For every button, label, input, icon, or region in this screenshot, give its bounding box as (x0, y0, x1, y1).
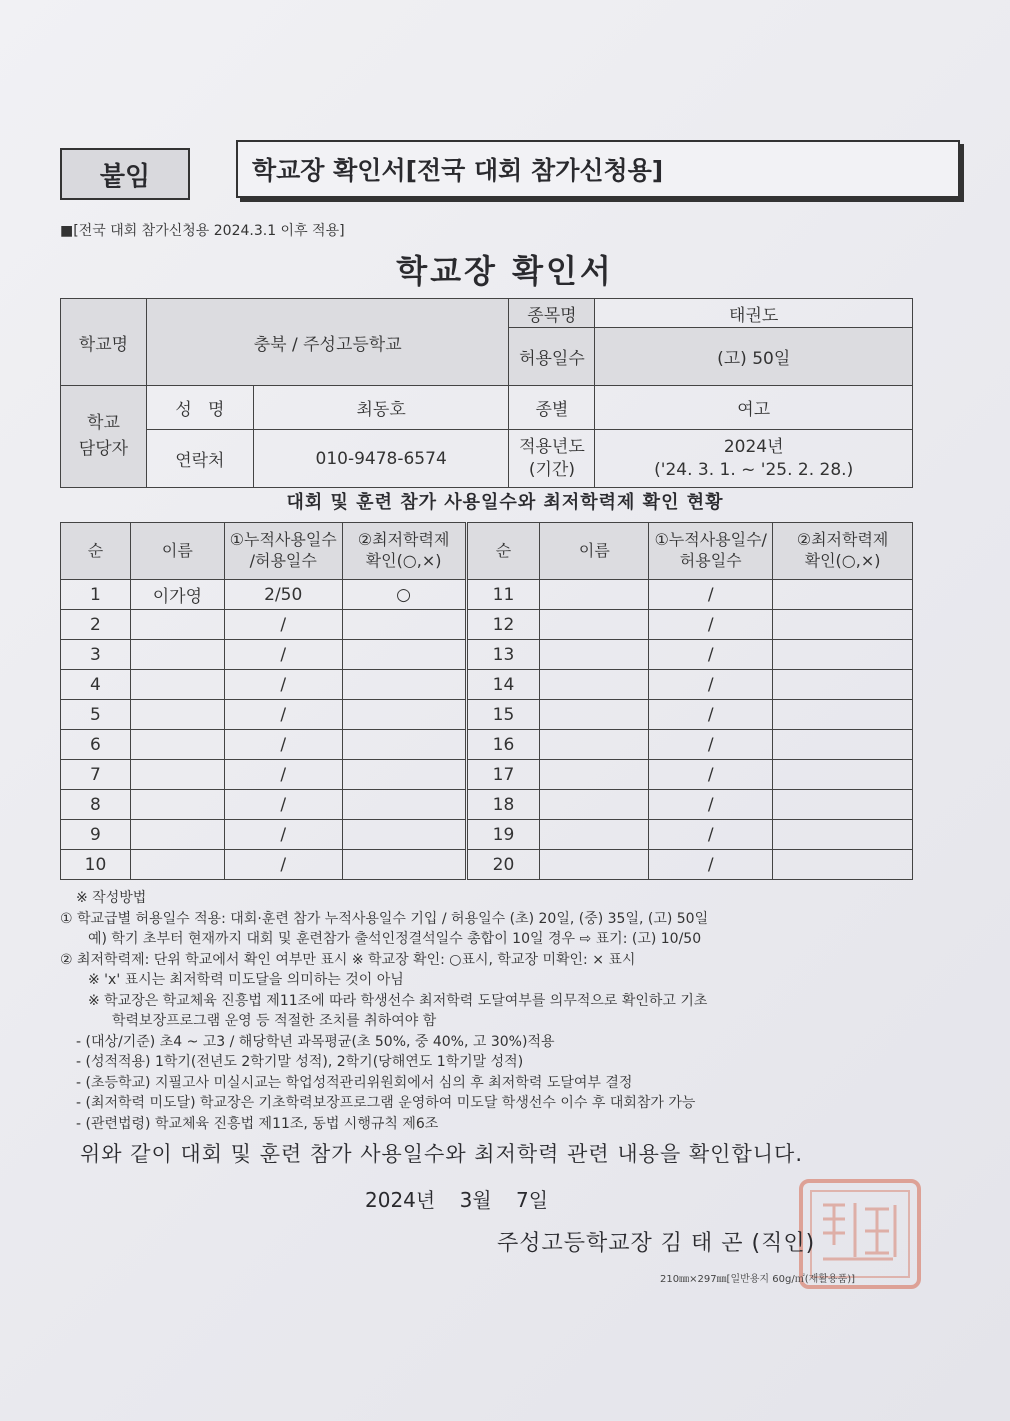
usage-days: 2/50 (224, 580, 342, 610)
min-academic-check (342, 610, 466, 640)
min-academic-check (342, 790, 466, 820)
min-academic-check (773, 640, 913, 670)
gender-label: 종별 (509, 386, 595, 430)
date-year: 2024년 (365, 1188, 436, 1212)
gender-value: 여고 (595, 386, 913, 430)
usage-days: / (224, 640, 342, 670)
row-number: 1 (61, 580, 131, 610)
min-academic-check (773, 850, 913, 880)
min-academic-check (342, 820, 466, 850)
min-academic-check (773, 670, 913, 700)
table-row (61, 700, 913, 730)
date-day: 7일 (515, 1188, 549, 1212)
student-name (130, 790, 224, 820)
header-name: 이름 (130, 523, 224, 580)
allowed-days-value: (고) 50일 (595, 328, 913, 386)
school-name-value: 충북 / 주성고등학교 (146, 299, 509, 386)
manager-name-value: 최동호 (253, 386, 509, 430)
usage-days: / (224, 610, 342, 640)
contact-value: 010-9478-6574 (253, 430, 509, 488)
school-name-label: 학교명 (61, 299, 147, 386)
min-academic-check (773, 760, 913, 790)
note-2-b: ※ 학교장은 학교체육 진흥법 제11조에 따라 학생선수 최저학력 도달여부를 의무적으로 확인하고 기초 (88, 992, 708, 1009)
row-number: 12 (466, 610, 540, 640)
row-number: 13 (466, 640, 540, 670)
student-name (130, 640, 224, 670)
min-academic-check (342, 850, 466, 880)
row-number: 15 (466, 700, 540, 730)
student-name (130, 850, 224, 880)
note-2-a: ※ 'x' 표시는 최저학력 미도달을 의미하는 것이 아님 (88, 972, 404, 988)
student-name (130, 700, 224, 730)
name-label: 성 명 (146, 386, 253, 430)
confirmation-statement: 위와 같이 대회 및 훈련 참가 사용일수와 최저학력 관련 내용을 확인합니다. (80, 1142, 804, 1166)
status-table (60, 522, 913, 880)
note-1-example: 예) 학기 초부터 현재까지 대회 및 훈련참가 출석인정결석일수 총합이 10일 경우 ⇨ 표기: (고) 10/50 (88, 931, 702, 947)
student-name (540, 580, 649, 610)
header-no: 순 (61, 523, 131, 580)
year-value: 2024년 (723, 436, 784, 457)
document-title: 학교장 확인서 (396, 252, 614, 290)
detail-5: - (관련법령) 학교체육 진흥법 제11조, 동법 시행규칙 제6조 (76, 1115, 439, 1132)
min-academic-check (773, 790, 913, 820)
row-number: 16 (466, 730, 540, 760)
sport-label: 종목명 (509, 299, 595, 328)
header-name: 이름 (540, 523, 649, 580)
row-number: 8 (61, 790, 131, 820)
detail-3: - (초등학교) 지필고사 미실시교는 학업성적관리위원회에서 심의 후 최저학력 도달여부 결정 (76, 1074, 633, 1091)
student-name (130, 610, 224, 640)
usage-days: / (224, 850, 342, 880)
usage-days: / (649, 670, 773, 700)
principal-signature: 주성고등학교장 김 태 곤 (직인) (497, 1231, 816, 1256)
period-value: ('24. 3. 1. ~ '25. 2. 28.) (654, 459, 854, 480)
student-name (130, 670, 224, 700)
usage-days: / (224, 730, 342, 760)
usage-days: / (649, 760, 773, 790)
usage-days: / (649, 850, 773, 880)
status-title: 대회 및 훈련 참가 사용일수와 최저학력제 확인 현황 (286, 492, 724, 513)
table-row (61, 580, 913, 610)
status-header-row (61, 523, 913, 580)
row-number: 11 (466, 580, 540, 610)
usage-days: / (224, 760, 342, 790)
table-row (61, 640, 913, 670)
detail-1: - (대상/기준) 초4 ~ 고3 / 해당학년 과목평균(초 50%, 중 40%, 고 30%)적용 (76, 1033, 555, 1050)
header-usage: ①누적사용일수/ 허용일수 (649, 523, 773, 580)
detail-2: - (성적적용) 1학기(전년도 2학기말 성적), 2학기(당해연도 1학기말 성적) (76, 1054, 524, 1070)
table-row (61, 610, 913, 640)
min-academic-check (342, 640, 466, 670)
min-academic-check (342, 670, 466, 700)
table-row (61, 730, 913, 760)
note-1: ① 학교급별 허용일수 적용: 대회·훈련 참가 누적사용일수 기입 / 허용일수 (초) 20일, (중) 35일, (고) 50일 (60, 910, 709, 927)
student-name (540, 730, 649, 760)
attachment-label: 붙임 (60, 148, 190, 200)
header-usage: ①누적사용일수 /허용일수 (224, 523, 342, 580)
table-row (61, 760, 913, 790)
row-number: 3 (61, 640, 131, 670)
row-number: 2 (61, 610, 131, 640)
usage-days: / (224, 790, 342, 820)
min-academic-check (773, 610, 913, 640)
note-2-b-continued: 학력보장프로그램 운영 등 적절한 조치를 취하여야 함 (112, 1013, 437, 1029)
min-academic-check (773, 730, 913, 760)
row-number: 10 (61, 850, 131, 880)
row-number: 5 (61, 700, 131, 730)
header-check: ②최저학력제 확인(○,×) (773, 523, 913, 580)
row-number: 4 (61, 670, 131, 700)
usage-days: / (224, 820, 342, 850)
apply-note: ■[전국 대회 참가신청용 2024.3.1 이후 적용] (60, 223, 345, 239)
min-academic-check: ○ (342, 580, 466, 610)
paper-spec: 210㎜×297㎜[일반용지 60g/㎡(재활용품)] (660, 1274, 856, 1285)
min-academic-check (342, 730, 466, 760)
allowed-days-label: 허용일수 (509, 328, 595, 386)
student-name (540, 700, 649, 730)
usage-days: / (649, 700, 773, 730)
header-no: 순 (466, 523, 540, 580)
table-row (61, 850, 913, 880)
school-info-table (60, 298, 913, 488)
min-academic-check (773, 700, 913, 730)
date-month: 3월 (459, 1188, 492, 1212)
header-check: ②최저학력제 확인(○,×) (342, 523, 466, 580)
student-name (130, 820, 224, 850)
student-name (540, 610, 649, 640)
usage-days: / (649, 640, 773, 670)
note-2: ② 최저학력제: 단위 학교에서 확인 여부만 표시 ※ 학교장 확인: ○표시, 학교장 미확인: × 표시 (60, 951, 636, 968)
notes-heading: ※ 작성방법 (76, 890, 147, 906)
issue-date (365, 1184, 548, 1213)
student-name (130, 730, 224, 760)
min-academic-check (342, 700, 466, 730)
table-row (61, 670, 913, 700)
student-name (540, 640, 649, 670)
usage-days: / (649, 610, 773, 640)
row-number: 14 (466, 670, 540, 700)
year-cell (595, 430, 913, 488)
row-number: 7 (61, 760, 131, 790)
contact-label: 연락처 (146, 430, 253, 488)
manager-label: 학교 담당자 (61, 386, 147, 488)
student-name (540, 760, 649, 790)
student-name (540, 790, 649, 820)
min-academic-check (342, 760, 466, 790)
row-number: 9 (61, 820, 131, 850)
min-academic-check (773, 820, 913, 850)
student-name (540, 670, 649, 700)
usage-days: / (649, 580, 773, 610)
table-row (61, 820, 913, 850)
usage-days: / (224, 700, 342, 730)
student-name (540, 850, 649, 880)
row-number: 17 (466, 760, 540, 790)
year-label: 적용년도 (기간) (509, 430, 595, 488)
detail-4: - (최저학력 미도달) 학교장은 기초학력보장프로그램 운영하여 미도달 학생선수 이수 후 대회참가 가능 (76, 1095, 696, 1111)
writing-instructions (60, 888, 930, 1134)
table-row (61, 790, 913, 820)
min-academic-check (773, 580, 913, 610)
row-number: 6 (61, 730, 131, 760)
row-number: 20 (466, 850, 540, 880)
student-name (130, 760, 224, 790)
sport-value: 태권도 (595, 299, 913, 328)
student-name: 이가영 (130, 580, 224, 610)
usage-days: / (649, 730, 773, 760)
usage-days: / (649, 820, 773, 850)
form-title: 학교장 확인서[전국 대회 참가신청용] (236, 140, 960, 198)
status-rows (61, 580, 913, 880)
usage-days: / (224, 670, 342, 700)
row-number: 18 (466, 790, 540, 820)
student-name (540, 820, 649, 850)
row-number: 19 (466, 820, 540, 850)
usage-days: / (649, 790, 773, 820)
